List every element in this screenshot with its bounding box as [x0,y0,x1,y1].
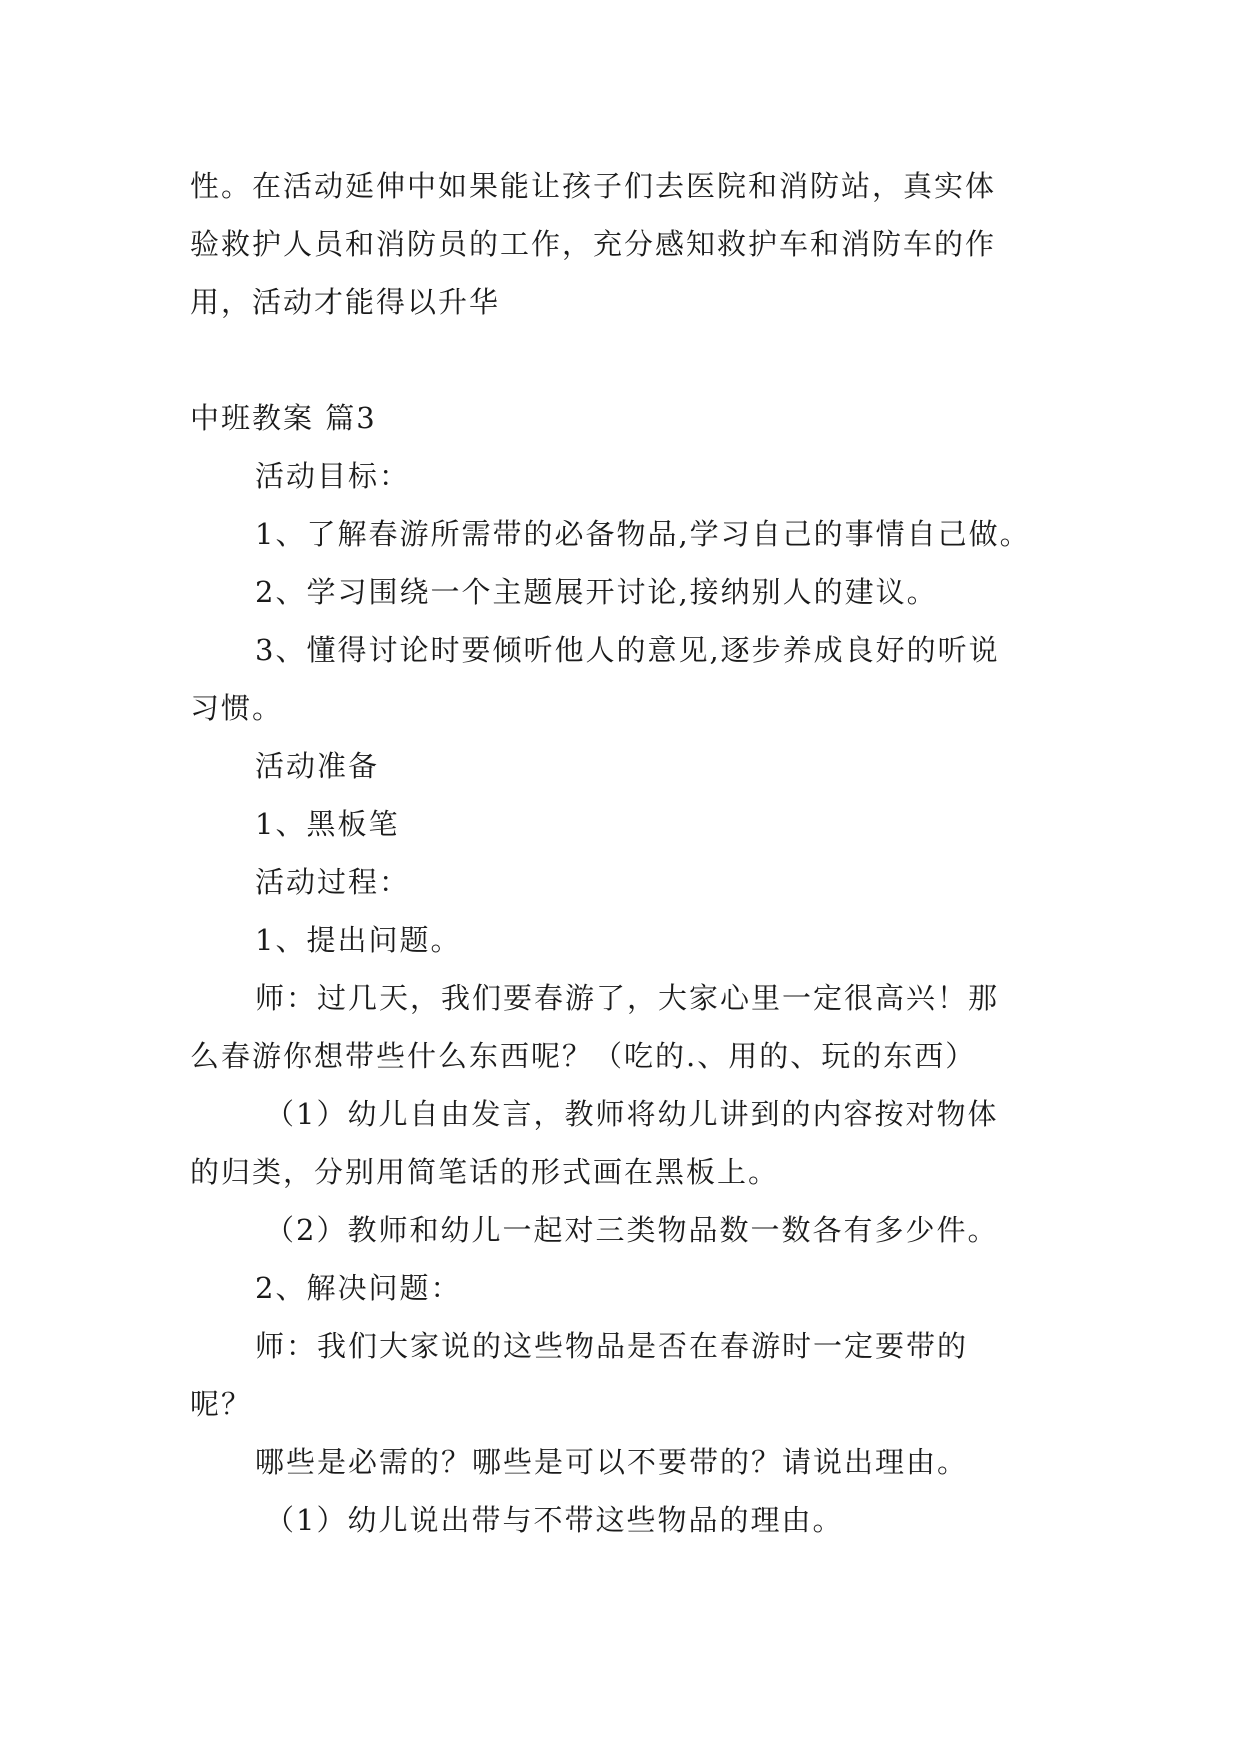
paragraph-line: 呢？ [190,1387,253,1421]
paragraph-line: 活动准备 [255,749,380,783]
list-item: 1、提出问题。 [255,923,462,957]
paragraph-line: 习惯。 [190,691,284,725]
list-item: 1、黑板笔 [255,807,400,841]
list-item: 2、解决问题： [255,1271,462,1305]
paragraph-line: （2）教师和幼儿一起对三类物品数一数各有多少件。 [265,1213,999,1247]
paragraph-line: 的归类，分别用简笔话的形式画在黑板上。 [190,1155,780,1189]
paragraph-line: 师：过几天，我们要春游了，大家心里一定很高兴！那 [255,981,1000,1015]
paragraph-line: （1）幼儿自由发言，教师将幼儿讲到的内容按对物体 [265,1097,999,1131]
list-item: 1、了解春游所需带的必备物品,学习自己的事情自己做。 [255,517,1031,551]
paragraph-line: 验救护人员和消防员的工作，充分感知救护车和消防车的作 [190,227,997,261]
paragraph-line: 么春游你想带些什么东西呢？（吃的.、用的、玩的东西） [190,1039,977,1073]
paragraph-line: 哪些是必需的？哪些是可以不要带的？请说出理由。 [255,1445,969,1479]
paragraph-line: 师：我们大家说的这些物品是否在春游时一定要带的 [255,1329,969,1363]
paragraph-line: （1）幼儿说出带与不带这些物品的理由。 [265,1503,844,1537]
section-heading: 中班教案 篇3 [190,401,377,435]
paragraph-line: 用，活动才能得以升华 [190,285,501,319]
paragraph-line: 性。在活动延伸中如果能让孩子们去医院和消防站，真实体 [190,169,997,203]
paragraph-line: 活动过程： [255,865,411,899]
list-item: 3、懂得讨论时要倾听他人的意见,逐步养成良好的听说 [255,633,1000,667]
list-item: 2、学习围绕一个主题展开讨论,接纳别人的建议。 [255,575,938,609]
paragraph-line: 活动目标： [255,459,411,493]
